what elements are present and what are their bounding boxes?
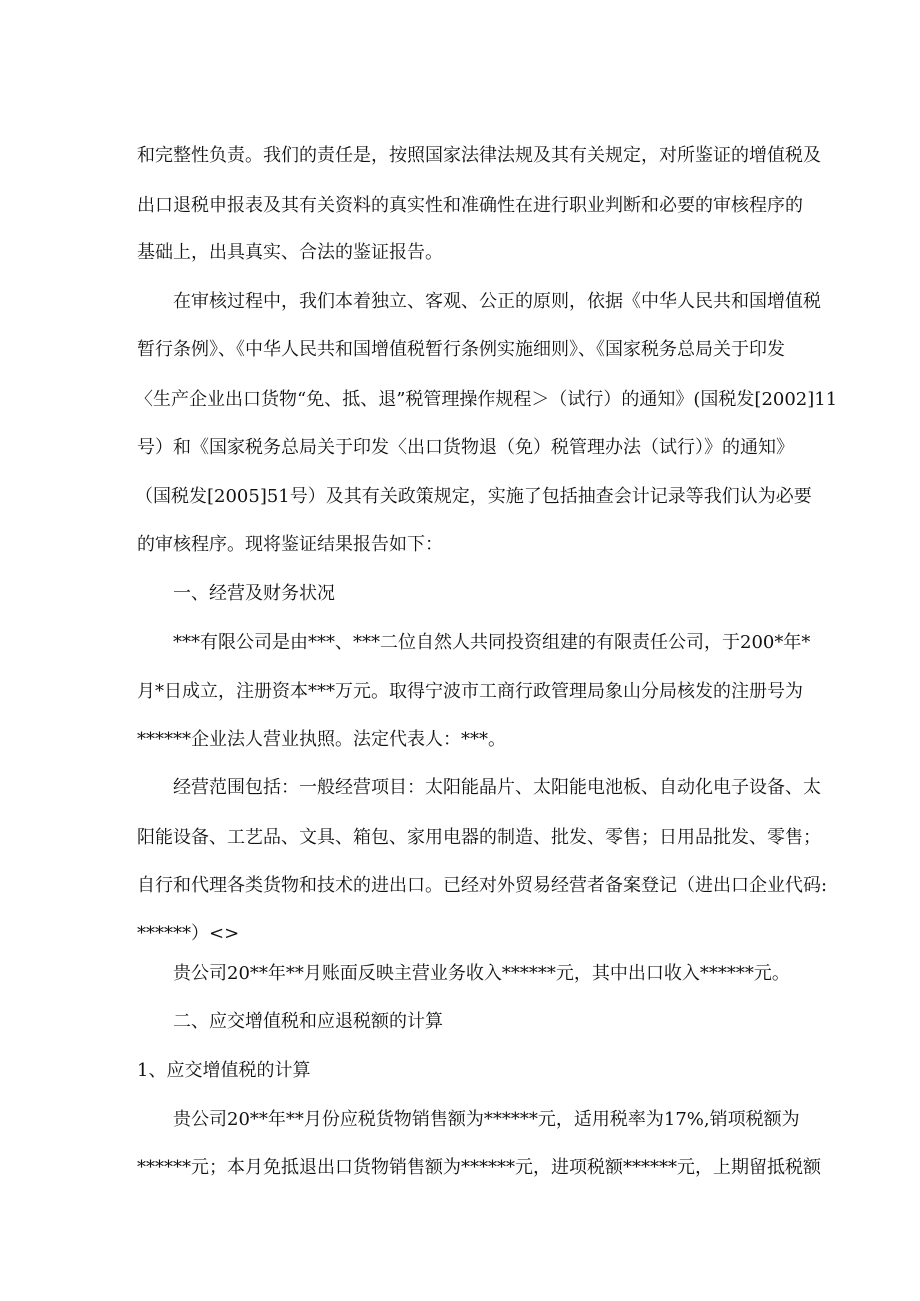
text-line: 自行和代理各类货物和技术的进出口。已经对外贸易经营者备案登记（进出口企业代码: — [137, 875, 828, 896]
subsection-heading: 1、应交增值税的计算 — [137, 1060, 311, 1081]
text-line: ******元；本月免抵退出口货物销售额为******元，进项税额******元，上期留抵税额 — [137, 1157, 821, 1178]
text-line: 贵公司20**年**月账面反映主营业务收入******元，其中出口收入******元。 — [173, 963, 790, 984]
text-line: ******企业法人营业执照。法定代表人：***。 — [137, 729, 506, 750]
text-line: ***有限公司是由***、***二位自然人共同投资组建的有限责任公司，于200*年* — [173, 632, 811, 653]
section-heading: 二、应交增值税和应退税额的计算 — [173, 1011, 443, 1032]
text-line: ******）<> — [137, 923, 240, 944]
text-line: 出口退税申报表及其有关资料的真实性和准确性在进行职业判断和必要的审核程序的 — [137, 195, 803, 216]
text-line: 和完整性负责。我们的责任是，按照国家法律法规及其有关规定，对所鉴证的增值税及 — [137, 145, 821, 166]
text-line: 暂行条例》、《中华人民共和国增值税暂行条例实施细则》、《国家税务总局关于印发 — [137, 339, 785, 360]
text-line: 贵公司20**年**月份应税货物销售额为******元，适用税率为17%,销项税额为 — [173, 1109, 800, 1130]
text-line: 经营范围包括：一般经营项目：太阳能晶片、太阳能电池板、自动化电子设备、太 — [173, 777, 821, 798]
text-line: 〈生产企业出口货物“免、抵、退”税管理操作规程＞（试行）的通知》(国税发[2002]11 — [135, 389, 838, 410]
text-line: （国税发[2005]51号）及其有关政策规定，实施了包括抽查会计记录等我们认为必要 — [135, 486, 812, 507]
text-line: 阳能设备、工艺品、文具、箱包、家用电器的制造、批发、零售；日用品批发、零售； — [137, 827, 821, 848]
text-line: 的审核程序。现将鉴证结果报告如下： — [137, 534, 443, 555]
text-line: 基础上，出具真实、合法的鉴证报告。 — [137, 242, 443, 263]
text-line: 月*日成立，注册资本***万元。取得宁波市工商行政管理局象山分局核发的注册号为 — [137, 681, 803, 702]
text-line: 在审核过程中，我们本着独立、客观、公正的原则，依据《中华人民共和国增值税 — [173, 291, 821, 312]
text-line: 号）和《国家税务总局关于印发〈出口货物退（免）税管理办法（试行）》的通知》 — [137, 437, 794, 458]
section-heading: 一、经营及财务状况 — [173, 583, 335, 604]
